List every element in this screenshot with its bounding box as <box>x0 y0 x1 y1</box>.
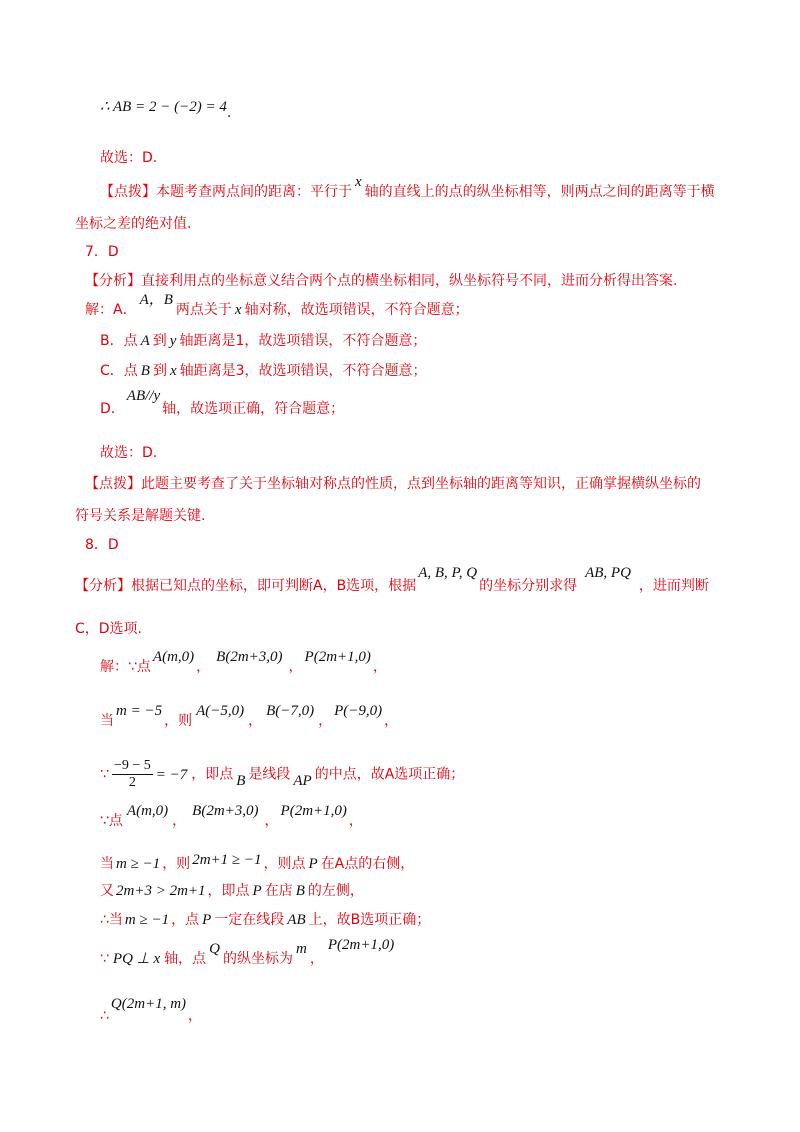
sep: ， <box>188 1008 203 1024</box>
line-8-sol6 <box>100 880 730 902</box>
sep: ， <box>288 659 303 675</box>
line-hint-1b <box>75 213 730 235</box>
denominator: 2 <box>128 775 136 790</box>
sep: ， <box>318 713 333 729</box>
line-8-sol5 <box>100 853 730 875</box>
text: 的左侧， <box>307 883 364 899</box>
line-hint-2b <box>75 505 730 527</box>
line-7b <box>100 330 730 352</box>
math-m-ge: m ≥ −1 <box>124 912 170 928</box>
math-point-p: P(2m+1,0) <box>280 803 347 819</box>
text: ∴当 <box>100 912 123 928</box>
text: 【分析】根据已知点的坐标，即可判断A，B选项，根据 <box>75 578 417 594</box>
math-perp: PQ ⊥ x <box>112 951 161 967</box>
text: ，则 <box>164 713 193 729</box>
math-ineq2: 2m+3 > 2m+1 <box>116 883 206 899</box>
math-a-val: A(−5,0) <box>196 703 245 719</box>
text: 故选：D. <box>100 150 158 166</box>
sep: ， <box>348 813 363 829</box>
numerator: −9 − 5 <box>113 758 151 773</box>
text: 故选：D. <box>100 445 158 461</box>
question-number: 8．D <box>85 537 119 553</box>
math-point-a: A(m,0) <box>152 649 195 665</box>
text: B．点 <box>100 333 138 349</box>
math-x: x <box>169 363 177 379</box>
text: 坐标之差的绝对值. <box>75 216 192 232</box>
sep: ， <box>196 659 211 675</box>
text: ∵点 <box>100 813 123 829</box>
line-7a <box>85 292 730 321</box>
text: C，D选项. <box>75 621 143 637</box>
text: ，进而判断 <box>638 578 709 594</box>
text: 轴对称，故选项错误，不符合题意； <box>244 302 469 318</box>
ab-equation: ∴ AB = 2 − (−2) = 4 <box>100 99 227 115</box>
line-hint-2 <box>85 473 730 495</box>
sep: ， <box>264 813 279 829</box>
text: 轴，点 <box>164 951 207 967</box>
text: 到 <box>152 363 167 379</box>
text: 当 <box>100 856 114 872</box>
text: 【点拨】本题考查两点间的距离：平行于 <box>100 184 352 200</box>
math-x: x <box>355 174 362 190</box>
math-point-p: P(2m+1,0) <box>327 937 395 953</box>
math-eq: = −7 <box>155 766 188 783</box>
text: 的坐标分别求得 <box>479 578 578 594</box>
line-ab-result <box>100 96 730 121</box>
line-analysis-8 <box>75 565 730 597</box>
line-choose-d-1 <box>100 147 730 169</box>
math-point-b: B(2m+3,0) <box>216 649 283 665</box>
text: 轴距离是3，故选项错误，不符合题意； <box>179 363 427 379</box>
math-m-ge: m ≥ −1 <box>116 856 161 872</box>
line-analysis-8b <box>75 618 730 640</box>
math-m: m <box>296 941 307 957</box>
math-ap: AP <box>293 772 312 789</box>
text: C．点 <box>100 363 138 379</box>
line-7d <box>100 388 730 420</box>
math-abpq: A, B, P, Q <box>418 565 478 581</box>
math-b: B <box>140 363 150 379</box>
text: 一定在线段 <box>214 912 285 928</box>
math-point-a: A(m,0) <box>126 803 169 819</box>
line-7c <box>100 360 730 382</box>
math-m-eq: m = −5 <box>116 703 163 719</box>
math-p: P <box>308 856 318 872</box>
math-ab-pq: AB, PQ <box>585 565 631 581</box>
text: 符号关系是解题关键. <box>75 508 206 524</box>
question-number: 7．D <box>85 244 119 260</box>
period: . <box>226 105 232 121</box>
math-p: P <box>202 912 212 928</box>
text: 又 <box>100 883 114 899</box>
text: ，则点 <box>263 856 306 872</box>
line-8-sol8 <box>100 937 730 970</box>
line-q7 <box>85 241 730 263</box>
math-b: B <box>295 883 305 899</box>
math-x: x <box>234 302 242 318</box>
math-ab: A，B <box>139 292 173 308</box>
line-hint-1 <box>100 174 730 203</box>
line-8-sol7 <box>100 909 730 931</box>
sep: ， <box>309 951 324 967</box>
math-p-val: P(−9,0) <box>334 703 383 719</box>
text: 到 <box>152 333 167 349</box>
line-8-sol4 <box>100 803 730 832</box>
text: ∴ <box>100 1008 109 1024</box>
text: ∵ <box>100 951 109 967</box>
text: 解：∵点 <box>100 659 151 675</box>
sep: ， <box>248 713 263 729</box>
math-p: P <box>252 883 262 899</box>
math-b-val: B(−7,0) <box>266 703 315 719</box>
line-analysis-7 <box>85 270 730 292</box>
text: ，点 <box>171 912 200 928</box>
text: 当 <box>100 713 114 729</box>
text: 的纵坐标为 <box>223 951 293 967</box>
text: ，即点 <box>191 766 234 783</box>
text: 轴距离是1，故选项错误，不符合题意； <box>179 333 427 349</box>
text: 上，故B选项正确； <box>308 912 431 928</box>
math-point-p: P(2m+1,0) <box>304 649 371 665</box>
math-ab: AB <box>287 912 306 928</box>
text: 【分析】直接利用点的坐标意义结合两个点的横坐标相同，纵坐标符号不同，进而分析得出答案. <box>85 273 678 289</box>
line-8-sol3 <box>100 758 730 791</box>
line-8-sol1 <box>100 649 730 678</box>
text: 解：A． <box>85 302 137 318</box>
text: ∵ <box>100 766 109 783</box>
line-8-sol2 <box>100 703 730 732</box>
text: 轴，故选项正确，符合题意； <box>162 401 345 417</box>
sep: ， <box>372 659 387 675</box>
sep: ， <box>384 713 399 729</box>
text: D． <box>100 401 125 417</box>
text: 是线段 <box>248 766 291 783</box>
fraction <box>112 758 153 791</box>
text: ，则 <box>162 856 191 872</box>
math-point-q: Q(2m+1, m) <box>110 996 187 1012</box>
math-a: A <box>140 333 150 349</box>
math-y: y <box>169 333 177 349</box>
text: 在A点的右侧， <box>320 856 415 872</box>
math-b: B <box>236 772 246 789</box>
math-ineq: 2m+1 ≥ −1 <box>192 852 262 868</box>
math-point-b: B(2m+3,0) <box>192 803 259 819</box>
math-ab-parallel-y: AB//y <box>126 388 161 404</box>
text: ，即点 <box>207 883 250 899</box>
text: 两点关于 <box>175 302 232 318</box>
line-8-sol9 <box>100 996 730 1027</box>
math-q: Q <box>209 941 220 957</box>
text: 轴的直线上的点的纵坐标相等，则两点之间的距离等于横 <box>364 184 715 200</box>
sep: ， <box>172 813 187 829</box>
text: 在店 <box>264 883 293 899</box>
text: 的中点，故A选项正确； <box>314 766 465 783</box>
text: 【点拨】此题主要考查了关于坐标轴对称点的性质，点到坐标轴的距离等知识，正确掌握横纵坐标的 <box>85 476 701 492</box>
line-q8 <box>85 534 730 556</box>
line-choose-d-2 <box>100 442 730 464</box>
